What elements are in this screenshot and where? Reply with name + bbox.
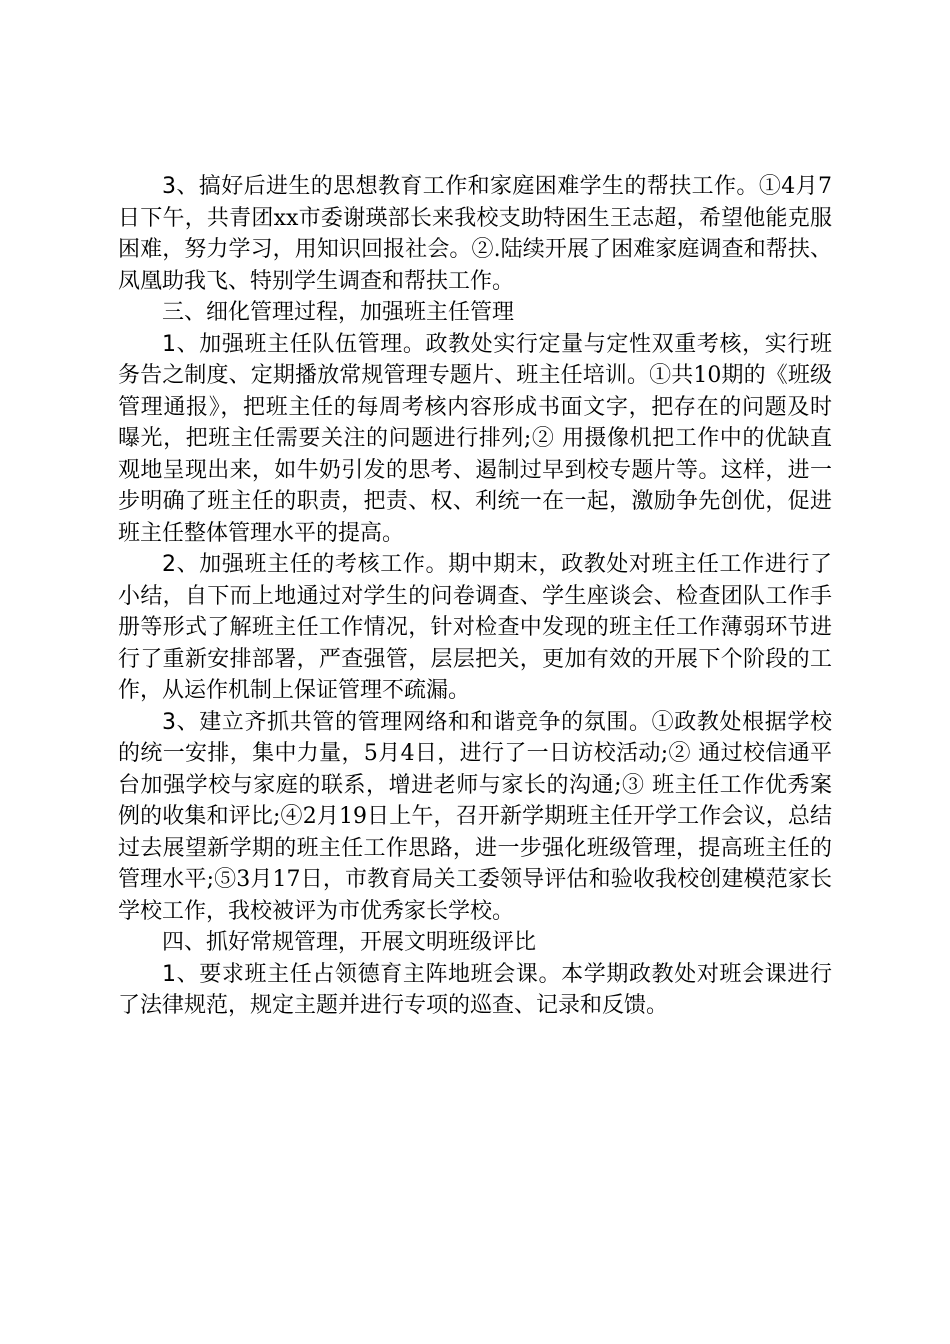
- paragraph-text: 政教处实行定量与定性双重考核，实行班务告之制度、定期播放常规管理专题片、班主任培训。①共10期的《班级管理通报》，把班主任的每周考核内容形成书面文字，把存在的问题及时曝光，把班主任需要关注的问题进行排列;② 用摄像机把工作中的优缺直观地呈现出来，如牛奶引发的思考、遏制过早到校专题片等。这样，进一步明确了班主任的职责，把责、权、利统一在一起，激励争先创优，促进班主任整体管理水平的提高。: [118, 331, 832, 546]
- paragraph-lead: 3、搞好后进生的思想教育工作和家庭困难学生的帮扶工作。: [162, 174, 759, 199]
- section-heading-3: 三、细化管理过程，加强班主任管理: [162, 300, 515, 325]
- paragraph-text: ①政教处根据学校的统一安排，集中力量，5月4日，进行了一日访校活动;② 通过校信通平台加强学校与家庭的联系，增进老师与家长的沟通;③ 班主任工作优秀案例的收集和评比;④2月19日上午，召开新学期班主任开学工作会议，总结过去展望新学期的班主任工作思路，进一步强化班级管理，提高班主任的管理水平;⑤3月17日，市教育局关工委领导评估和验收我校创建模范家长学校工作，我校被评为市优秀家长学校。: [118, 709, 832, 924]
- paragraph-text: 期中期末，政教处对班主任工作进行了小结，自下而上地通过对学生的问卷调查、学生座谈会、检查团队工作手册等形式了解班主任工作情况，针对检查中发现的班主任工作薄弱环节进行了重新安排部署，严查强管，层层把关，更加有效的开展下个阶段的工作，从运作机制上保证管理不疏漏。: [118, 552, 832, 703]
- paragraph-team-management: [118, 329, 832, 550]
- paragraph-lead: 1、加强班主任队伍管理。: [162, 331, 426, 357]
- paragraph-management-network: [118, 707, 832, 928]
- paragraph-class-meeting: [118, 959, 832, 1022]
- paragraph-lead: 2、加强班主任的考核工作。: [162, 552, 449, 577]
- section-heading-4: 四、抓好常规管理，开展文明班级评比: [162, 930, 537, 955]
- paragraph-lead: 1、要求班主任占领德育主阵地班会课。: [162, 961, 562, 987]
- paragraph-text: 本学期政教处对班会课进行了法律规范，规定主题并进行专项的巡查、记录和反馈。: [118, 961, 832, 1018]
- document-body: [118, 171, 832, 1022]
- paragraph-assessment: [118, 549, 832, 707]
- paragraph-text: ①4月7日下午，共青团xx市委谢瑛部长来我校支助特困生王志超，希望他能克服困难，努力学习，用知识回报社会。②.陆续开展了困难家庭调查和帮扶、凤凰助我飞、特别学生调查和帮扶工作。: [118, 174, 833, 294]
- paragraph-lead: 3、建立齐抓共管的管理网络和和谐竞争的氛围。: [162, 709, 652, 735]
- paragraph-backward-students: [118, 171, 832, 297]
